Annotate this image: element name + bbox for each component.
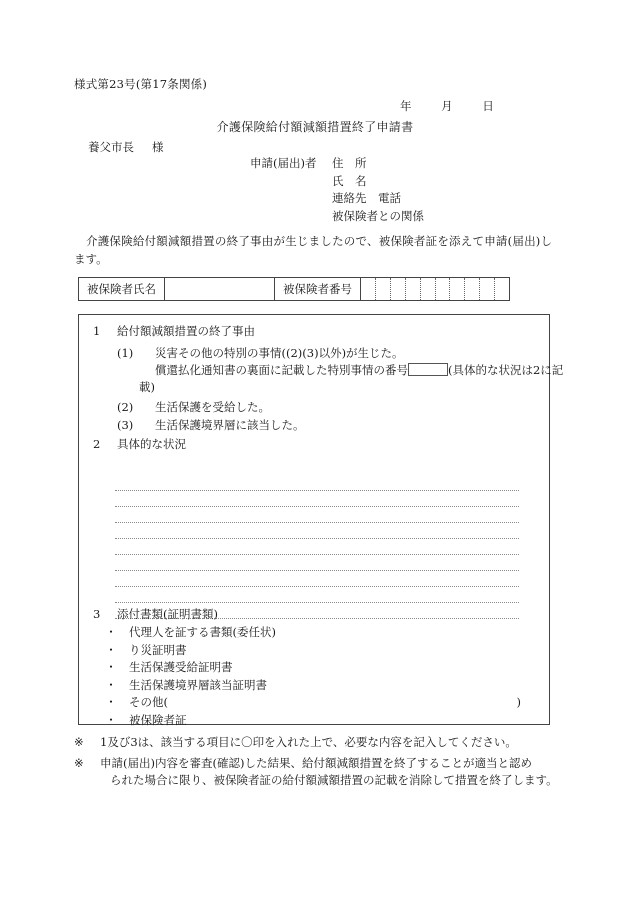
section1-title: 給付額減額措置の終了事由 (117, 324, 255, 338)
section1-item-1-detail-wrap: 載) (139, 380, 155, 394)
footnote-1-text: 1及び3は、該当する項目に〇印を入れた上で、必要な内容を記入してください。 (100, 735, 517, 749)
section1-item-1-detail-before: 償還払化通知書の裏面に記載した特別事情の番号 (155, 363, 408, 377)
attachment-item[interactable] (93, 642, 539, 660)
footnote-2-line-2: られた場合に限り、被保険者証の給付額減額措置の記載を消除して措置を終了します。 (110, 773, 558, 787)
date-day-label: 日 (482, 99, 494, 113)
attachment-list (93, 624, 539, 729)
writing-line[interactable] (115, 555, 519, 571)
section1-heading (93, 323, 255, 339)
insured-person-table (78, 277, 510, 301)
bullet-icon: ・ (105, 712, 117, 727)
insured-number-digit[interactable] (450, 278, 465, 300)
applicant-field-name: 氏 名 (332, 173, 367, 188)
footnote-mark-icon: ※ (74, 735, 84, 749)
section1-item-2-text: 生活保護を受給した。 (155, 400, 270, 414)
writing-line[interactable] (115, 507, 519, 523)
section1-item-1-detail-after: (具体的な状況は2に記 (448, 363, 564, 377)
insured-number-digit[interactable] (361, 278, 376, 300)
special-reason-number-input[interactable] (408, 363, 448, 376)
document-title: 介護保険給付額減額措置終了申請書 (216, 120, 414, 134)
date-line (400, 98, 494, 114)
main-content-box (78, 314, 564, 727)
insured-number-label: 被保険者番号 (275, 278, 361, 300)
applicant-label: 申請(届出)者 (250, 156, 317, 170)
footnote-mark-icon: ※ (74, 755, 84, 770)
section2-writing-area[interactable] (115, 475, 519, 619)
insured-number-digit[interactable] (436, 278, 451, 300)
bullet-icon: ・ (105, 625, 117, 639)
writing-line[interactable] (115, 587, 519, 603)
section3-number: 3 (93, 607, 101, 621)
attachment-item-label: り災証明書 (129, 642, 187, 657)
statement-paragraph (74, 232, 552, 268)
section1-item-2-number: (2) (117, 400, 134, 414)
section1-item-1[interactable] (117, 345, 404, 361)
attachment-item[interactable] (93, 677, 539, 695)
insured-number-digit[interactable] (376, 278, 391, 300)
statement-line-2: します。 (74, 234, 552, 266)
attachment-item-label: 被保険者証 (129, 712, 187, 727)
addressee-honorific: 様 (152, 140, 164, 154)
insured-number-digit[interactable] (391, 278, 406, 300)
attachment-item-label: その他( (129, 695, 168, 709)
section2-number: 2 (93, 437, 101, 451)
section1-number: 1 (93, 324, 101, 338)
footnote-2 (74, 755, 558, 790)
applicant-row-address (250, 155, 424, 173)
attachment-item-other[interactable] (93, 694, 539, 712)
insured-number-cells (361, 278, 509, 300)
attachment-item[interactable] (93, 624, 539, 642)
attachment-item[interactable] (93, 712, 539, 730)
section1-item-3-number: (3) (117, 418, 134, 432)
bullet-icon: ・ (105, 677, 117, 692)
statement-line-1: 介護保険給付額減額措置の終了事由が生じましたので、被保険者証を添えて申請(届出) (86, 234, 541, 248)
bullet-icon: ・ (105, 642, 117, 657)
addressee-name: 養父市長 (88, 140, 134, 154)
applicant-field-relation: 被保険者との関係 (332, 208, 424, 223)
footnote-1 (74, 734, 558, 752)
attachment-item-close-paren: ) (516, 695, 521, 709)
insured-number-digit[interactable] (406, 278, 421, 300)
footnotes (74, 734, 558, 793)
applicant-block (250, 155, 424, 225)
insured-number-digit[interactable] (421, 278, 436, 300)
date-month-label: 月 (441, 99, 453, 113)
section1-item-1-text: 災害その他の特別の事情((2)(3)以外)が生じた。 (155, 346, 404, 360)
section1-item-3-text: 生活保護境界層に該当した。 (155, 418, 305, 432)
attachment-item-label: 生活保護境界層該当証明書 (129, 677, 267, 692)
writing-line[interactable] (115, 475, 519, 491)
section1-item-3[interactable] (117, 417, 305, 433)
writing-line[interactable] (115, 539, 519, 555)
section1-item-2[interactable] (117, 399, 270, 415)
applicant-row-phone (250, 190, 424, 208)
bullet-icon: ・ (105, 695, 117, 709)
section1-item-1-number: (1) (117, 346, 134, 360)
applicant-field-address: 住 所 (332, 156, 367, 170)
date-year-label: 年 (400, 99, 412, 113)
insured-name-label: 被保険者氏名 (79, 278, 165, 300)
applicant-row-relation (250, 208, 424, 226)
section1-item-1-detail (155, 362, 563, 378)
attachment-item-label: 生活保護受給証明書 (129, 660, 233, 674)
applicant-row-name (250, 173, 424, 191)
addressee (88, 139, 164, 155)
insured-name-input[interactable] (165, 278, 275, 300)
section3-heading (93, 606, 218, 622)
bullet-icon: ・ (105, 660, 117, 674)
attachment-item[interactable] (93, 659, 539, 677)
writing-line[interactable] (115, 571, 519, 587)
footnote-2-text (100, 755, 558, 790)
insured-number-digit[interactable] (480, 278, 495, 300)
writing-line[interactable] (115, 523, 519, 539)
footnote-2-line-1: 申請(届出)内容を審査(確認)した結果、給付額減額措置を終了することが適当と認め (100, 755, 532, 770)
form-code: 様式第23号(第17条関係) (74, 77, 208, 91)
insured-number-digit[interactable] (495, 278, 509, 300)
attachment-item-label: 代理人を証する書類(委任状) (129, 625, 276, 639)
applicant-field-phone: 連絡先 電話 (332, 191, 401, 205)
insured-number-digit[interactable] (465, 278, 480, 300)
section2-title: 具体的な状況 (117, 437, 186, 451)
section3-title: 添付書類(証明書類) (117, 607, 218, 621)
section2-heading (93, 436, 186, 452)
writing-line[interactable] (115, 491, 519, 507)
